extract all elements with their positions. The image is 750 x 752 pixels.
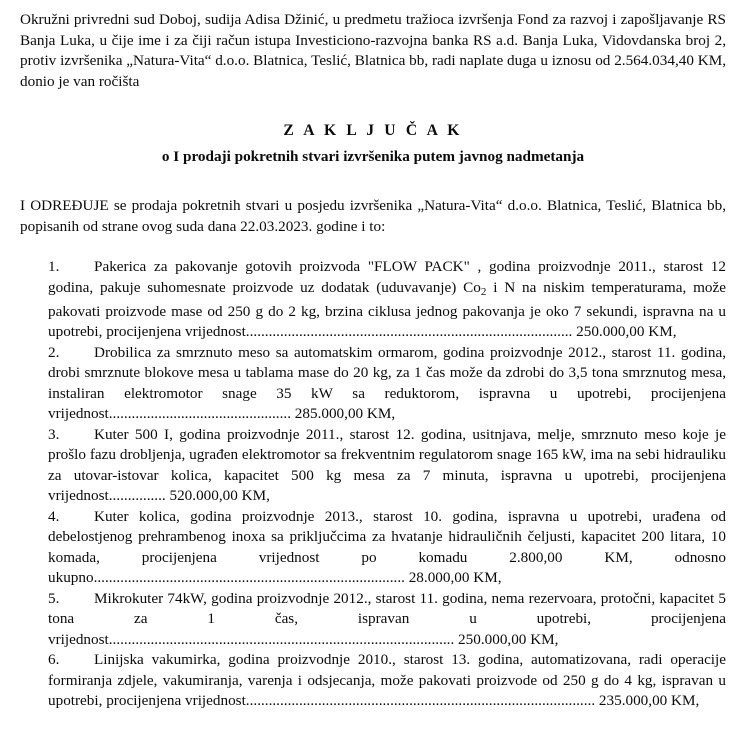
item-number: 2. xyxy=(48,343,60,361)
title-block xyxy=(20,122,726,166)
list-item xyxy=(48,425,726,507)
item-text-before: Linijska vakumirka, godina proizvodnje 2010., starost 13. godina, automatizovana, radi operacije formiranja zdjele, vakumiranja, varenja i odsjecanja, može pakovati proizvode od 250 g do 4 kg, ispravan u upotrebi, procijenjena vrijednost............................................................................................ 235.000,00 KM, xyxy=(48,651,726,710)
intro-paragraph: Okružni privredni sud Doboj, sudija Adisa Džinić, u predmetu tražioca izvršenja Fond za razvoj i zapošljavanje RS Banja Luka, u čije ime i za čiji račun istupa Investiciono-razvojna banka RS a.d. Banja Luka, Vidovdanska broj 2, protiv izvršenika „Natura-Vita“ d.o.o. Blatnica, Teslić, Blatnica bb, radi naplate duga u iznosu od 2.564.034,40 KM, donio je van ročišta xyxy=(20,11,726,90)
page-title: Z A K L J U Č A K xyxy=(283,122,463,139)
item-text-before: Mikrokuter 74kW, godina proizvodnje 2012., starost 11. godina, nema rezervoara, protočni, kapacitet 5 tona za 1 čas, ispravan u upotrebi, procijenjena vrijednost........................................................................................... 250.000,00 KM, xyxy=(48,589,726,648)
item-number: 1. xyxy=(48,258,60,275)
list-item xyxy=(48,650,726,712)
order-paragraph: I ODREĐUJE se prodaja pokretnih stvari u posjedu izvršenika „Natura-Vita“ d.o.o. Blatnica, Teslić, Blatnica bb, popisanih od strane ovog suda dana 22.03.2023. godine i to: xyxy=(20,197,726,235)
item-number: 3. xyxy=(48,425,60,443)
items-list xyxy=(20,257,726,712)
list-item xyxy=(48,257,726,343)
list-item xyxy=(48,507,726,589)
list-item xyxy=(48,589,726,651)
item-text-before: Drobilica za smrznuto meso sa automatskim ormarom, godina proizvodnje 2012., starost 11. godina, drobi smrznute blokove mesa u tablama mase do 20 kg, za 1 čas može da zdrobi do 3,5 tona smrznutog mesa, instaliran elektromotor snage 35 kW sa reduktorom, ispravna u upotrebi, procijenjena vrijednost................................................ 285.000,00 KM, xyxy=(48,343,726,423)
item-text-before: Pakerica za pakovanje gotovih proizvoda "FLOW PACK" , godina proizvodnje 2011., starost 12 godina, pakuje suhomesnate proizvode uz dodatak (uduvavanje) Co xyxy=(48,258,726,296)
page-subtitle: o I prodaji pokretnih stvari izvršenika putem javnog nadmetanja xyxy=(161,148,585,165)
item-text-after: i N na niskim temperaturama, može pakovati proizvode mase od 250 g do 2 kg, brzina ciklusa jednog pakovanja je oko 7 sekundi, ispravna na u upotrebi, procijenjena vrijednost...................................................................................... 250.000,00 KM, xyxy=(48,278,726,341)
list-item xyxy=(48,343,726,425)
item-subscript: 2 xyxy=(480,285,487,298)
item-number: 4. xyxy=(48,507,60,525)
item-number: 6. xyxy=(48,651,60,669)
item-text-before: Kuter 500 I, godina proizvodnje 2011., starost 12. godina, usitnjava, melje, smrznuto meso koje je prošlo fazu drobljenja, ugrađen elektromotor sa frekventnim regulatorom snage 165 kW, ima na sebi hidrauliku za utovar-istovar kolica, kapacitet 500 kg mesa za 7 minuta, ispravna u upotrebi, procijenjena vrijednost............... 520.000,00 KM, xyxy=(48,425,726,505)
item-number: 5. xyxy=(48,589,60,607)
item-text-before: Kuter kolica, godina proizvodnje 2013., starost 10. godina, ispravna u upotrebi, urađena od debelostjenog prehrambenog inoxa sa priključcima za hvatanje hidrauličnih čeljusti, kapacitet 200 litara, 10 komada, procijenjena vrijednost po komadu 2.800,00 KM, odnosno ukupno.................................................................................. 28.000,00 KM, xyxy=(48,507,726,587)
